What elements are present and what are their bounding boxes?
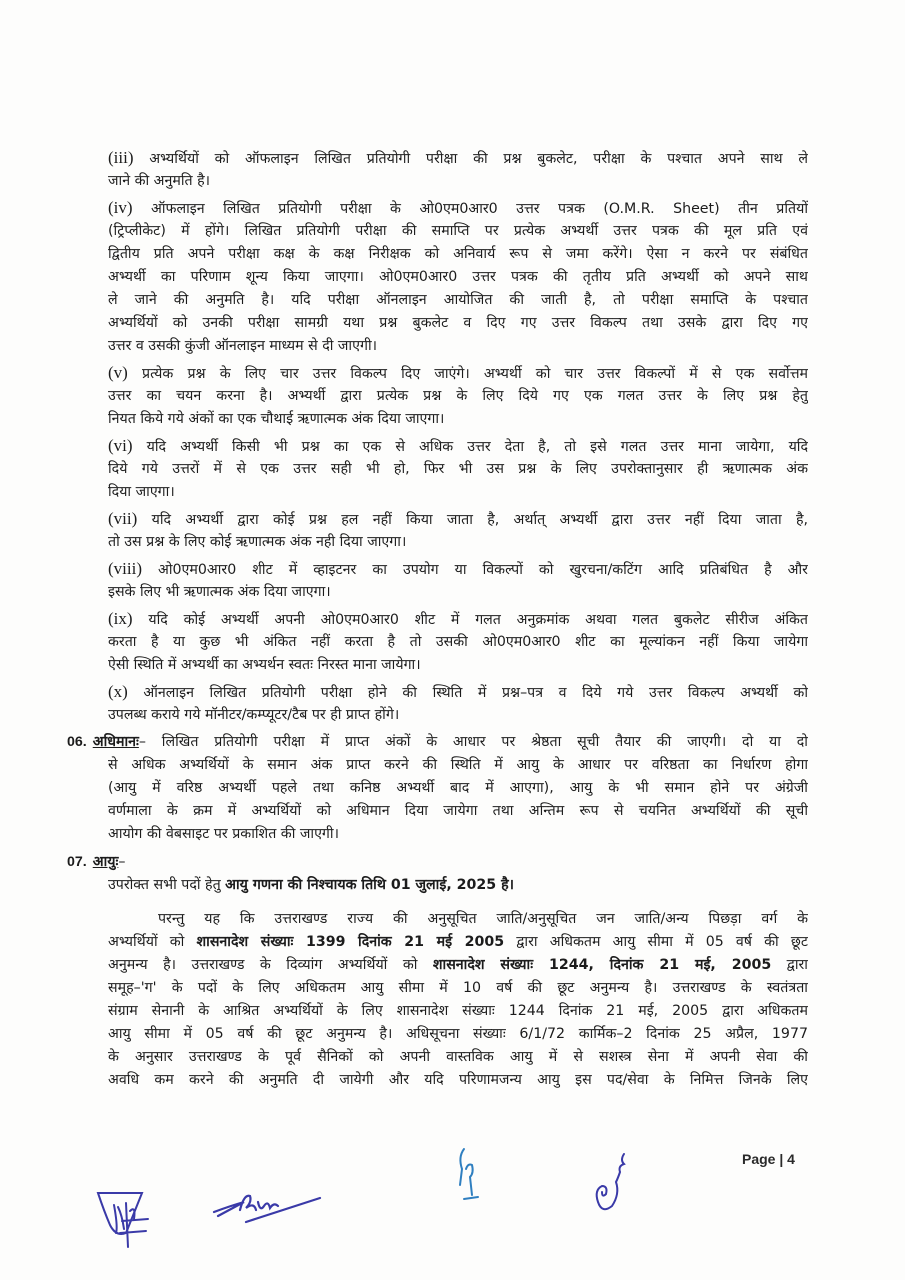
signature-2 <box>210 1180 330 1230</box>
signature-3 <box>450 1145 490 1205</box>
age-para-line-3: अनुमन्य है। उत्तराखण्ड के दिव्यांग अभ्यर्थियों को शासनादेश संख्याः 1244, दिनांक 21 मई, 2005 द्वारा <box>108 957 808 973</box>
item-v-line-1: (v) प्रत्येक प्रश्न के लिए चार उत्तर विकल्प दिए जाएंगे। अभ्यर्थी को चार उत्तर विकल्पों में से एक सर्वोत्तम <box>108 363 808 382</box>
item-vi-line-3: दिया जाएगा। <box>108 484 175 500</box>
age-para-line-4: समूह–'ग' के पदों के लिए अधिकतम आयु सीमा में 10 वर्ष की छूट अनुमन्य है। उत्तराखण्ड के स्वतंत्रता <box>108 980 808 996</box>
section-06-line-3: (आयु में वरिष्ठ अभ्यर्थी पहले तथा कनिष्ठ अभ्यर्थी बाद में आएगा), आयु के भी समान होने पर अंग्रेजी <box>108 780 808 796</box>
item-ix-line-1: (ix) यदि कोई अभ्यर्थी अपनी ओ0एम0आर0 शीट में गलत अनुक्रमांक अथवा गलत बुकलेट सीरीज अंकित <box>108 609 808 628</box>
item-vii-line-2: तो उस प्रश्न के लिए कोई ऋणात्मक अंक नही दिया जाएगा। <box>108 534 407 550</box>
go-1244-reference: शासनादेश संख्याः 1244, दिनांक 21 मई, 2005 <box>432 957 772 973</box>
item-iv-marker: (iv) <box>108 198 133 217</box>
item-vii-marker: (vii) <box>108 509 138 528</box>
item-vi-marker: (vi) <box>108 436 133 455</box>
item-iv-line-3: द्वितीय प्रति अपने परीक्षा कक्ष के कक्ष निरीक्षक को अनिवार्य रूप से जमा करेंगे। ऐसा न करने पर संबंधित <box>108 246 808 262</box>
item-iv-line-6: अभ्यर्थियों को उनकी परीक्षा सामग्री यथा प्रश्न बुकलेट व दिए गए उत्तर विकल्प तथा उसके द्वारा दिए गए <box>108 315 808 331</box>
go-1399-reference: शासनादेश संख्याः 1399 दिनांक 21 मई 2005 <box>196 934 505 950</box>
item-iv-line-4: अभ्यर्थी का परिणाम शून्य किया जाएगा। ओ0एम0आर0 उत्तर पत्रक की तृतीय प्रति अभ्यर्थी को अपने साथ <box>108 269 808 285</box>
item-v-line-3: नियत किये गये अंकों का एक चौथाई ऋणात्मक अंक दिया जाएगा। <box>108 411 445 427</box>
item-iii-line-1: (iii) अभ्यर्थियों को ऑफलाइन लिखित प्रतियोगी परीक्षा की प्रश्न बुकलेट, परीक्षा के पश्चात अपने साथ ले <box>108 148 808 167</box>
section-07-heading-line: 07. आयुः– <box>67 854 126 870</box>
age-cutoff-line: उपरोक्त सभी पदों हेतु आयु गणना की निश्चायक तिथि 01 जुलाई, 2025 है। <box>108 877 514 893</box>
section-07-number: 07. <box>67 854 87 870</box>
age-para-line-5: संग्राम सेनानी के आश्रित अभ्यर्थियों के लिए शासनादेश संख्याः 1244 दिनांक 21 मई, 2005 द्वारा अधिकतम <box>108 1003 808 1019</box>
section-07-heading: आयुः <box>92 854 119 870</box>
item-viii-marker: (viii) <box>108 559 142 578</box>
page-number: Page | 4 <box>742 1151 795 1167</box>
item-vii-line-1: (vii) यदि अभ्यर्थी द्वारा कोई प्रश्न हल नहीं किया जाता है, अर्थात् अभ्यर्थी द्वारा उत्तर नहीं दिया जाता है, <box>108 509 808 528</box>
item-iii-marker: (iii) <box>108 148 134 167</box>
section-06-number: 06. <box>67 734 87 750</box>
item-iv-line-5: ले जाने की अनुमति है। यदि परीक्षा ऑनलाइन आयोजित की जाती है, तो परीक्षा समाप्ति के पश्चात <box>108 292 808 308</box>
age-para-line-8: अवधि कम करने की अनुमति दी जायेगी और यदि परिणामजन्य आयु इस पद/सेवा के निमित्त जिनके लिए <box>108 1072 808 1088</box>
signature-1 <box>96 1185 176 1255</box>
section-06-line-1: 06. अधिमानः– लिखित प्रतियोगी परीक्षा में प्राप्त अंकों के आधार पर श्रेष्ठता सूची तैयार की जाएगी। दो या दो <box>67 734 808 750</box>
age-para-line-7: के अनुसार उत्तराखण्ड के पूर्व सैनिकों को अपनी वास्तविक आयु में से सशस्त्र सेना में अपनी सेवा की <box>108 1049 808 1065</box>
section-06-line-4: वर्णमाला के क्रम में अभ्यर्थियों को अधिमान दिया जायेगा तथा अन्तिम रूप से चयनित अभ्यर्थियों की सूची <box>108 803 808 819</box>
item-x-line-2: उपलब्ध कराये गये मॉनीटर/कम्प्यूटर/टैब पर ही प्राप्त होंगे। <box>108 707 400 723</box>
age-para-line-6: आयु सीमा में 05 वर्ष की छूट अनुमन्य है। अधिसूचना संख्याः 6/1/72 कार्मिक–2 दिनांक 25 अप्रैल, 1977 <box>108 1026 808 1042</box>
section-06-line-5: आयोग की वेबसाइट पर प्रकाशित की जाएगी। <box>108 826 339 842</box>
item-vi-line-2: दिये गये उत्तरों में से एक उत्तर सही भी हो, फिर भी उस प्रश्न के लिए उपरोक्तानुसार ही ऋणात्मक अंक <box>108 461 808 477</box>
item-v-marker: (v) <box>108 363 128 382</box>
item-iv-line-2: (ट्रिप्लीकेट) में होंगे। लिखित प्रतियोगी परीक्षा की समाप्ति पर प्रत्येक अभ्यर्थी उत्तर पत्रक की मूल प्रति एवं <box>108 223 808 239</box>
item-ix-marker: (ix) <box>108 609 133 628</box>
item-ix-line-3: ऐसी स्थिति में अभ्यर्थी का अभ्यर्थन स्वतः निरस्त माना जायेगा। <box>108 657 421 673</box>
age-para-line-1: परन्तु यह कि उत्तराखण्ड राज्य की अनुसूचित जाति/अनुसूचित जन जाति/अन्य पिछड़ा वर्ग के <box>158 911 808 927</box>
item-x-line-1: (x) ऑनलाइन लिखित प्रतियोगी परीक्षा होने की स्थिति में प्रश्न–पत्र व दिये गये उत्तर विकल्प अभ्यर्थी को <box>108 682 808 701</box>
age-para-line-2: अभ्यर्थियों को शासनादेश संख्याः 1399 दिनांक 21 मई 2005 द्वारा अधिकतम आयु सीमा में 05 वर्ष की छूट <box>108 934 808 950</box>
item-ix-line-2: करता है या कुछ भी अंकित नहीं करता है तो उसकी ओ0एम0आर0 शीट का मूल्यांकन नहीं किया जायेगा <box>108 634 808 650</box>
item-iv-line-7: उत्तर व उसकी कुंजी ऑनलाइन माध्यम से दी जाएगी। <box>108 338 377 354</box>
section-06-line-2: से अधिक अभ्यर्थियों के समान अंक प्राप्त करने की स्थिति में आयु के आधार पर वरिष्ठता का निर्धारण होगा <box>108 757 808 773</box>
item-viii-line-2: इसके लिए भी ऋणात्मक अंक दिया जाएगा। <box>108 584 331 600</box>
item-x-marker: (x) <box>108 682 128 701</box>
item-vi-line-1: (vi) यदि अभ्यर्थी किसी भी प्रश्न का एक से अधिक उत्तर देता है, तो इसे गलत उत्तर माना जायेगा, यदि <box>108 436 808 455</box>
age-cutoff-date: आयु गणना की निश्चायक तिथि 01 जुलाई, 2025 है। <box>225 877 514 893</box>
item-v-line-2: उत्तर का चयन करना है। अभ्यर्थी द्वारा प्रत्येक प्रश्न के लिए दिये गए एक गलत उत्तर के लिए प्रश्न हेतु <box>108 388 808 404</box>
signature-4 <box>590 1150 640 1220</box>
item-iii-line-2: जाने की अनुमति है। <box>108 173 211 189</box>
item-iv-line-1: (iv) ऑफलाइन लिखित प्रतियोगी परीक्षा के ओ0एम0आर0 उत्तर पत्रक (O.M.R. Sheet) तीन प्रतियों <box>108 198 808 217</box>
section-06-heading: अधिमानः <box>92 734 139 750</box>
item-viii-line-1: (viii) ओ0एम0आर0 शीट में व्हाइटनर का उपयोग या विकल्पों को खुरचना/कटिंग आदि प्रतिबंधित है और <box>108 559 808 578</box>
